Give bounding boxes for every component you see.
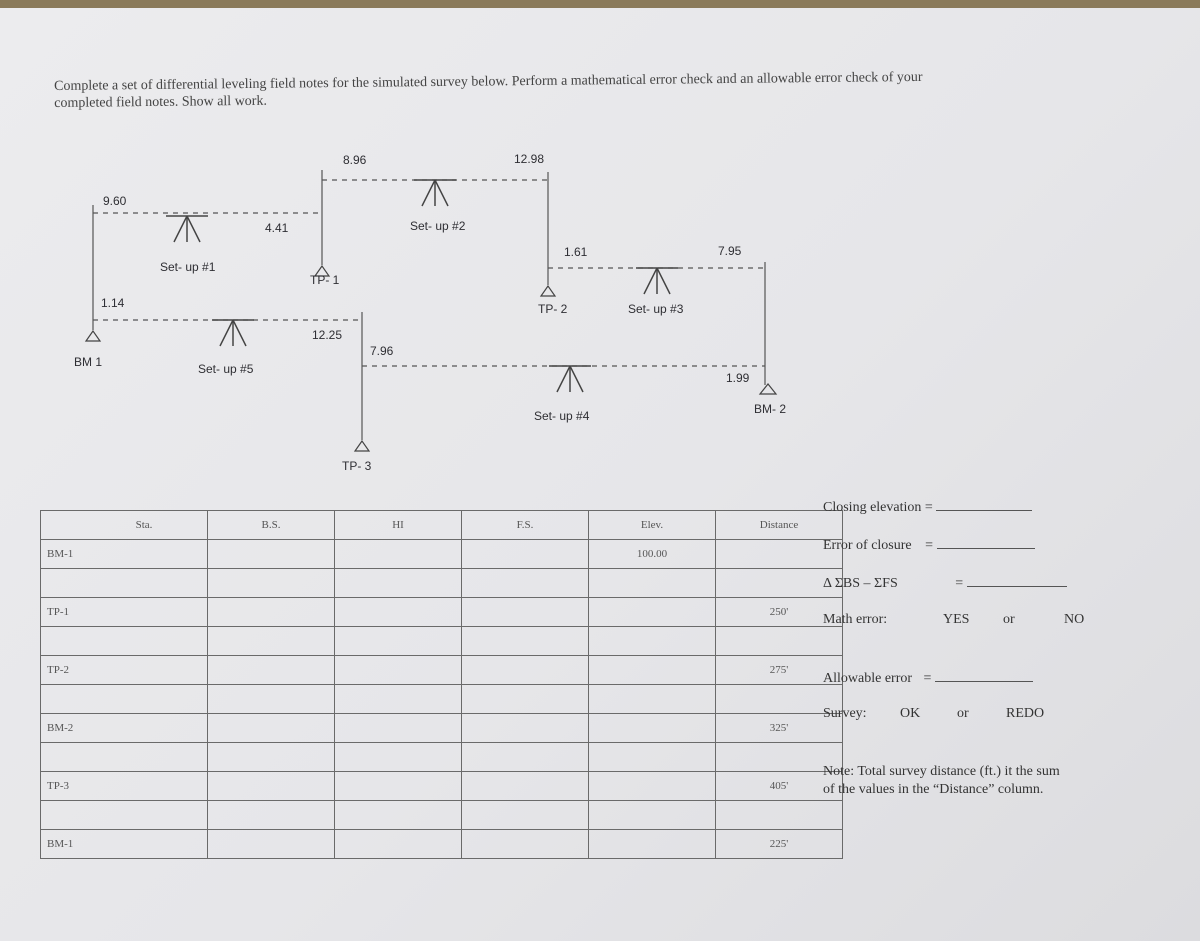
table-cell-fs[interactable] [462,569,589,598]
table-cell-sta[interactable] [41,743,208,772]
table-cell-bs[interactable] [208,627,335,656]
math-error-no[interactable]: NO [1064,612,1085,627]
table-cell-fs[interactable] [462,801,589,830]
setup-3-label: Set- up #3 [628,302,684,316]
table-cell-elev[interactable] [589,598,716,627]
table-cell-hi[interactable] [335,714,462,743]
setup-3-instrument [636,268,678,294]
table-cell-hi[interactable] [335,656,462,685]
station-bm2-label: BM- 2 [754,402,787,416]
table-cell-bs[interactable] [208,772,335,801]
table-cell-sta[interactable]: BM-2 [41,714,208,743]
reading-bs-tp2: 1.61 [564,245,588,259]
table-cell-elev[interactable] [589,743,716,772]
setup-5-instrument [212,320,254,346]
setup-5-label: Set- up #5 [198,362,254,376]
table-cell-elev[interactable] [589,656,716,685]
closing-elevation-blank[interactable] [936,498,1032,511]
table-cell-bs[interactable] [208,598,335,627]
survey-label: Survey: [823,706,867,721]
allowable-error-blank[interactable] [935,669,1033,682]
survey-or: or [957,706,969,721]
table-cell-fs[interactable] [462,685,589,714]
setup-4-label: Set- up #4 [534,409,590,423]
error-of-closure-blank[interactable] [937,536,1035,549]
closing-elevation-label: Closing elevation = [823,500,933,515]
header-bs: B.S. [208,511,335,540]
table-cell-hi[interactable] [335,569,462,598]
header-hi: HI [335,511,462,540]
table-cell-elev[interactable]: 100.00 [589,540,716,569]
setup-2-instrument [414,180,456,206]
station-tp3-label: TP- 3 [342,459,372,473]
table-row [41,714,843,743]
error-of-closure-label: Error of closure [823,538,912,553]
reading-bs-tp1: 8.96 [343,153,367,167]
table-row [41,627,843,656]
table-cell-elev[interactable] [589,685,716,714]
table-row [41,598,843,627]
table-cell-bs[interactable] [208,685,335,714]
error-of-closure-row [823,536,1035,554]
table-row [41,801,843,830]
table-cell-fs[interactable] [462,714,589,743]
table-cell-bs[interactable] [208,656,335,685]
reading-fs-tp2: 12.98 [514,152,545,166]
reading-bm2-setup4: 1.99 [726,371,750,385]
table-cell-sta[interactable]: TP-2 [41,656,208,685]
table-row [41,569,843,598]
reading-tp3-setup4: 7.96 [370,344,394,358]
table-cell-sta[interactable] [41,569,208,598]
allowable-error-row [823,669,1033,687]
instructions-line-1: Complete a set of differential leveling field notes for the simulated survey below. Perform a mathematical error check and an allowable error check of your [54,69,923,94]
setup-1-label: Set- up #1 [160,260,216,274]
table-cell-sta[interactable]: TP-3 [41,772,208,801]
table-cell-dist[interactable] [716,627,843,656]
setup-2-label: Set- up #2 [410,219,466,233]
table-cell-elev[interactable] [589,801,716,830]
station-tp2-label: TP- 2 [538,302,568,316]
table-cell-sta[interactable] [41,685,208,714]
station-bm1-label: BM 1 [74,355,103,369]
table-cell-fs[interactable] [462,540,589,569]
table-cell-fs[interactable] [462,627,589,656]
allowable-error-eq: = [923,671,932,686]
bm2-marker [760,384,776,394]
header-fs: F.S. [462,511,589,540]
instructions-line-2: completed field notes. Show all work. [54,93,268,111]
table-header-row [41,511,843,540]
header-elev: Elev. [589,511,716,540]
reading-bs-bm1: 9.60 [103,194,127,208]
table-cell-dist[interactable]: 325' [716,714,843,743]
table-cell-elev[interactable] [589,627,716,656]
station-tp1-label: TP- 1 [310,273,340,287]
delta-sum-row [823,574,1067,592]
table-cell-sta[interactable]: BM-1 [41,830,208,859]
table-cell-dist[interactable]: 275' [716,656,843,685]
header-distance: Distance [716,511,843,540]
closing-elevation-row [823,498,1032,516]
table-cell-sta[interactable]: TP-1 [41,598,208,627]
table-cell-elev[interactable] [589,569,716,598]
table-row [41,656,843,685]
table-cell-fs[interactable] [462,830,589,859]
delta-sum-blank[interactable] [967,574,1067,587]
table-cell-sta[interactable] [41,801,208,830]
table-cell-bs[interactable] [208,540,335,569]
tp3-marker [355,441,369,451]
reading-fs-tp1: 4.41 [265,221,289,235]
setup-1-instrument [166,216,208,242]
delta-sum-eq: = [955,576,964,591]
table-row [41,830,843,859]
math-error-label: Math error: [823,612,888,627]
table-cell-sta[interactable] [41,627,208,656]
math-error-row [823,612,887,628]
table-cell-fs[interactable] [462,772,589,801]
table-cell-bs[interactable] [208,714,335,743]
table-cell-hi[interactable] [335,685,462,714]
table-row [41,772,843,801]
table-cell-bs[interactable] [208,569,335,598]
delta-sum-label: Δ ΣBS – ΣFS [823,576,898,591]
math-error-or: or [1003,612,1015,627]
field-notes-table [40,510,843,859]
table-cell-fs[interactable] [462,743,589,772]
table-cell-hi[interactable] [335,598,462,627]
table-cell-bs[interactable] [208,830,335,859]
math-error-yes[interactable]: YES [943,612,970,627]
table-row [41,540,843,569]
table-cell-hi[interactable] [335,772,462,801]
table-cell-dist[interactable]: 405' [716,772,843,801]
table-cell-dist[interactable] [716,801,843,830]
setup-4-instrument [549,366,591,392]
note-line-1: Note: Total survey distance (ft.) it the sum [823,764,1060,779]
table-cell-bs[interactable] [208,743,335,772]
table-cell-sta[interactable]: BM-1 [41,540,208,569]
note-line-2: of the values in the “Distance” column. [823,782,1044,797]
table-cell-dist[interactable]: 250' [716,598,843,627]
table-cell-hi[interactable] [335,540,462,569]
table-cell-elev[interactable] [589,830,716,859]
header-sta: Sta. [41,511,208,540]
table-cell-hi[interactable] [335,743,462,772]
table-row [41,743,843,772]
tp2-marker [541,286,555,296]
table-cell-bs[interactable] [208,801,335,830]
table-cell-dist[interactable]: 225' [716,830,843,859]
allowable-error-label: Allowable error [823,671,913,686]
table-cell-hi[interactable] [335,627,462,656]
table-cell-elev[interactable] [589,714,716,743]
survey-ok[interactable]: OK [900,706,921,721]
table-cell-fs[interactable] [462,656,589,685]
reading-bm1-setup5: 1.14 [101,296,125,310]
table-body [41,540,843,859]
reading-tp1-setup5: 12.25 [312,328,343,342]
table-cell-hi[interactable] [335,830,462,859]
reading-fs-bm2: 7.95 [718,244,742,258]
table-cell-hi[interactable] [335,801,462,830]
table-row [41,685,843,714]
bm1-marker [86,331,100,341]
error-of-closure-eq: = [925,538,934,553]
survey-redo[interactable]: REDO [1006,706,1045,721]
table-cell-fs[interactable] [462,598,589,627]
table-cell-elev[interactable] [589,772,716,801]
